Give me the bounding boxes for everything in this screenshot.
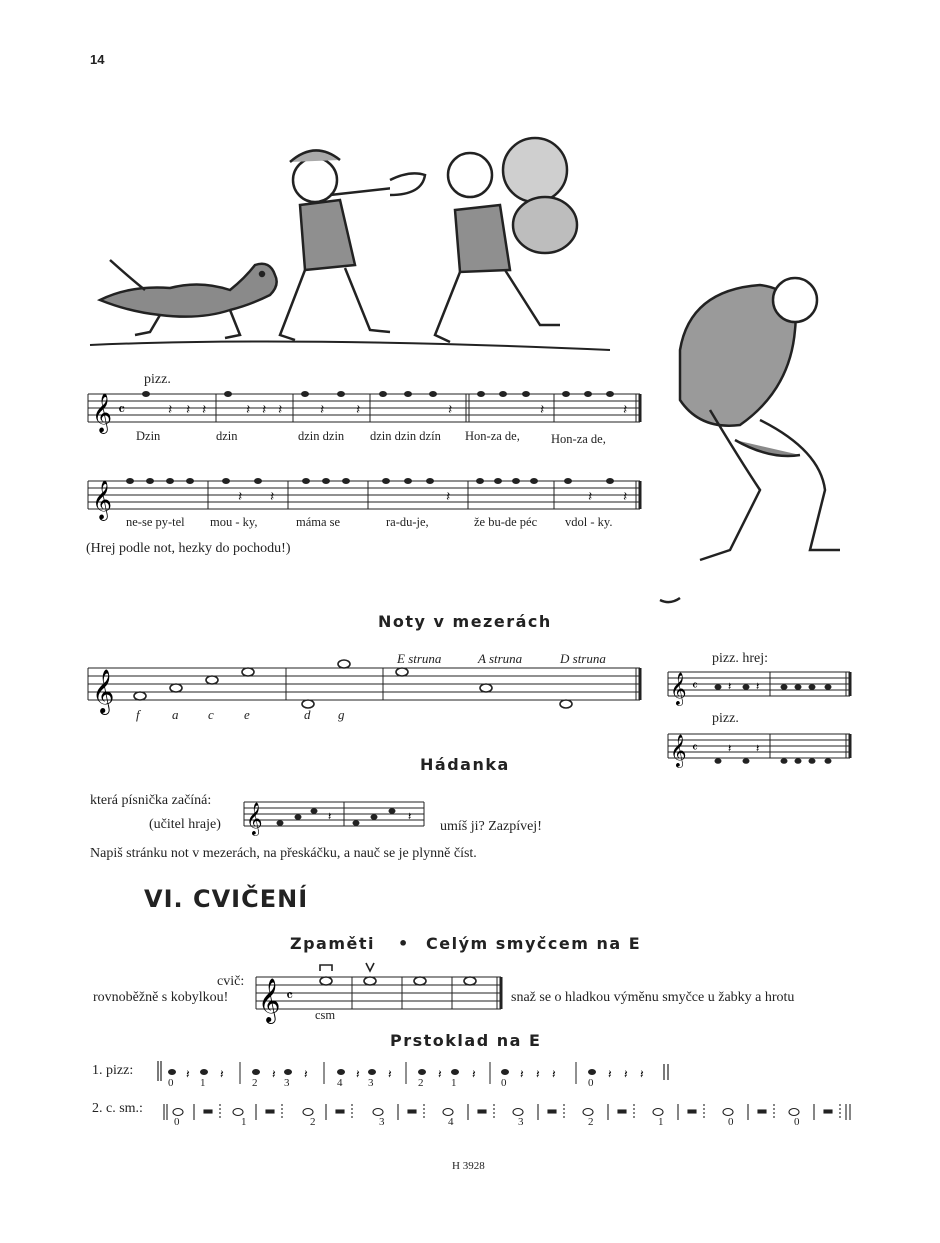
svg-text:𝄽: 𝄽	[640, 1067, 644, 1081]
hadanka-staff	[244, 798, 429, 838]
cvic-label: cvič:	[217, 974, 245, 989]
svg-text:𝄽: 𝄽	[186, 402, 191, 418]
finger-1-5: 4	[337, 1077, 343, 1089]
svg-text:𝄞: 𝄞	[246, 802, 263, 835]
svg-text:𝄽: 𝄽	[278, 402, 283, 418]
note-name-f: f	[136, 707, 140, 722]
page-footer: H 3928	[452, 1160, 485, 1172]
pizz-label: pizz.	[712, 711, 739, 726]
note-name-e: e	[244, 707, 250, 722]
svg-text:𝄽: 𝄽	[186, 1067, 190, 1081]
lyric-2-6: vdol - ky.	[565, 515, 613, 529]
finger-2-1: 0	[174, 1116, 180, 1128]
section-heading-noty: Noty v mezerách	[378, 612, 552, 631]
svg-text:𝄽: 𝄽	[272, 1067, 276, 1081]
svg-text:𝄽: 𝄽	[262, 402, 267, 418]
svg-text:𝄽: 𝄽	[608, 1067, 612, 1081]
svg-text:𝄽: 𝄽	[728, 742, 732, 755]
cymbal-boy-drawing	[435, 138, 577, 342]
svg-text:𝄽: 𝄽	[446, 489, 451, 505]
finger-2-7: 2	[588, 1116, 594, 1128]
side-staff-2	[668, 730, 858, 775]
page-number: 14	[90, 52, 105, 67]
note-name-d: d	[304, 707, 311, 722]
csm-row-label: 2. c. sm.:	[92, 1101, 143, 1116]
hadanka-text-3: umíš ji? Zazpívej!	[440, 819, 542, 834]
finger-2-3: 2	[310, 1116, 316, 1128]
finger-1-8: 1	[451, 1077, 457, 1089]
side-staff-1	[668, 668, 858, 708]
subheading-prstoklad: Prstoklad na E	[390, 1031, 542, 1050]
svg-text:𝄽: 𝄽	[168, 402, 173, 418]
pizz-direction: pizz.	[144, 372, 171, 387]
svg-text:𝄞: 𝄞	[258, 978, 281, 1022]
note-name-c: c	[208, 707, 214, 722]
hadanka-text-4: Napiš stránku not v mezerách, na přeskáčku, a nauč se je plynně číst.	[90, 846, 477, 861]
finger-1-2: 1	[200, 1077, 206, 1089]
svg-text:𝄴: 𝄴	[286, 986, 294, 1005]
song-staff-1	[88, 386, 648, 436]
svg-text:𝄽: 𝄽	[246, 402, 251, 418]
string-label-a: A struna	[478, 651, 523, 666]
svg-text:𝄞: 𝄞	[92, 393, 113, 433]
lyric-2-2: mou - ky,	[210, 515, 258, 529]
note-name-a: a	[172, 707, 179, 722]
subheading-zpameti: Zpaměti	[290, 934, 376, 953]
svg-text:𝄽: 𝄽	[756, 680, 760, 693]
subheading-bullet: •	[398, 934, 410, 953]
csm-pattern	[204, 1104, 850, 1120]
svg-text:𝄽: 𝄽	[536, 1067, 540, 1081]
ground-line	[90, 341, 610, 350]
svg-text:𝄽: 𝄽	[270, 489, 275, 505]
subheading-celym: Celým smyčcem na E	[426, 934, 642, 953]
lyric-2-1: ne-se py-tel	[126, 515, 185, 529]
finger-1-4: 3	[284, 1077, 290, 1089]
svg-text:𝄴: 𝄴	[118, 400, 126, 419]
song-instruction: (Hrej podle not, hezky do pochodu!)	[86, 541, 291, 556]
lyric-1-2: dzin	[216, 429, 238, 443]
finger-1-1: 0	[168, 1077, 174, 1089]
hadanka-text-1: která písnička začíná:	[90, 793, 212, 808]
svg-text:𝄽: 𝄽	[472, 1067, 476, 1081]
svg-text:𝄽: 𝄽	[320, 402, 325, 418]
svg-text:𝄽: 𝄽	[438, 1067, 442, 1081]
svg-text:𝄽: 𝄽	[220, 1067, 224, 1081]
svg-text:𝄽: 𝄽	[448, 402, 453, 418]
bowing-instruction: snaž se o hladkou výměnu smyčce u žabky a hrotu	[511, 990, 795, 1005]
lyric-1-4: dzin dzin dzín	[370, 429, 441, 443]
lyric-2-5: že bu-de péc	[474, 515, 538, 529]
trumpet-boy-drawing	[280, 150, 425, 340]
svg-text:𝄽: 𝄽	[624, 1067, 628, 1081]
fingering-row-1	[156, 1056, 676, 1096]
finger-2-6: 3	[518, 1116, 524, 1128]
svg-text:𝄴: 𝄴	[692, 679, 698, 694]
svg-text:𝄽: 𝄽	[356, 1067, 360, 1081]
svg-text:𝄽: 𝄽	[328, 810, 332, 823]
svg-text:𝄽: 𝄽	[304, 1067, 308, 1081]
svg-text:𝄽: 𝄽	[356, 402, 361, 418]
svg-text:𝄽: 𝄽	[756, 742, 760, 755]
section-heading-hadanka: Hádanka	[420, 755, 510, 774]
lyric-2-4: ra-du-je,	[386, 515, 429, 529]
svg-text:𝄞: 𝄞	[670, 734, 687, 767]
finger-1-9: 0	[501, 1077, 507, 1089]
svg-text:𝄴: 𝄴	[692, 741, 698, 756]
svg-text:𝄽: 𝄽	[520, 1067, 524, 1081]
lyric-1-3: dzin dzin	[298, 429, 345, 443]
lyric-1-6: Hon-za de,	[551, 432, 606, 446]
finger-2-5: 4	[448, 1116, 454, 1128]
finger-2-4: 3	[379, 1116, 385, 1128]
pizz-row-label: 1. pizz:	[92, 1063, 134, 1078]
svg-text:𝄽: 𝄽	[623, 402, 628, 418]
hadanka-text-2: (učitel hraje)	[149, 817, 221, 832]
string-label-e: E struna	[397, 651, 442, 666]
finger-1-3: 2	[252, 1077, 258, 1089]
marching-boys-illustration	[90, 100, 710, 360]
finger-2-8: 1	[658, 1116, 664, 1128]
man-with-sack-illustration	[650, 260, 870, 610]
finger-1-7: 2	[418, 1077, 424, 1089]
pizz-hrej-label: pizz. hrej:	[712, 651, 768, 666]
svg-text:𝄽: 𝄽	[202, 402, 207, 418]
svg-text:𝄽: 𝄽	[588, 489, 593, 505]
finger-2-2: 1	[241, 1116, 247, 1128]
svg-text:𝄽: 𝄽	[408, 810, 412, 823]
svg-text:𝄽: 𝄽	[540, 402, 545, 418]
lyric-1-1: Dzin	[136, 429, 161, 443]
csm-label: csm	[315, 1008, 336, 1022]
dog-drawing	[100, 260, 277, 338]
note-name-g: g	[338, 707, 345, 722]
svg-text:𝄽: 𝄽	[728, 680, 732, 693]
finger-2-9: 0	[728, 1116, 734, 1128]
lyric-2-3: máma se	[296, 515, 341, 529]
svg-text:𝄽: 𝄽	[388, 1067, 392, 1081]
svg-text:𝄽: 𝄽	[552, 1067, 556, 1081]
fingering-row-2	[162, 1100, 862, 1130]
svg-text:𝄽: 𝄽	[623, 489, 628, 505]
svg-text:𝄞: 𝄞	[92, 669, 115, 713]
finger-1-10: 0	[588, 1077, 594, 1089]
bowing-staff	[256, 963, 506, 1022]
finger-2-10: 0	[794, 1116, 800, 1128]
chapter-heading: VI. CVIČENÍ	[144, 885, 309, 913]
svg-text:𝄽: 𝄽	[238, 489, 243, 505]
svg-text:𝄞: 𝄞	[670, 672, 687, 705]
kobylka-label: rovnoběžně s kobylkou!	[93, 990, 229, 1005]
string-label-d: D struna	[560, 651, 606, 666]
lyric-1-5: Hon-za de,	[465, 429, 520, 443]
svg-text:𝄞: 𝄞	[92, 480, 113, 520]
finger-1-6: 3	[368, 1077, 374, 1089]
